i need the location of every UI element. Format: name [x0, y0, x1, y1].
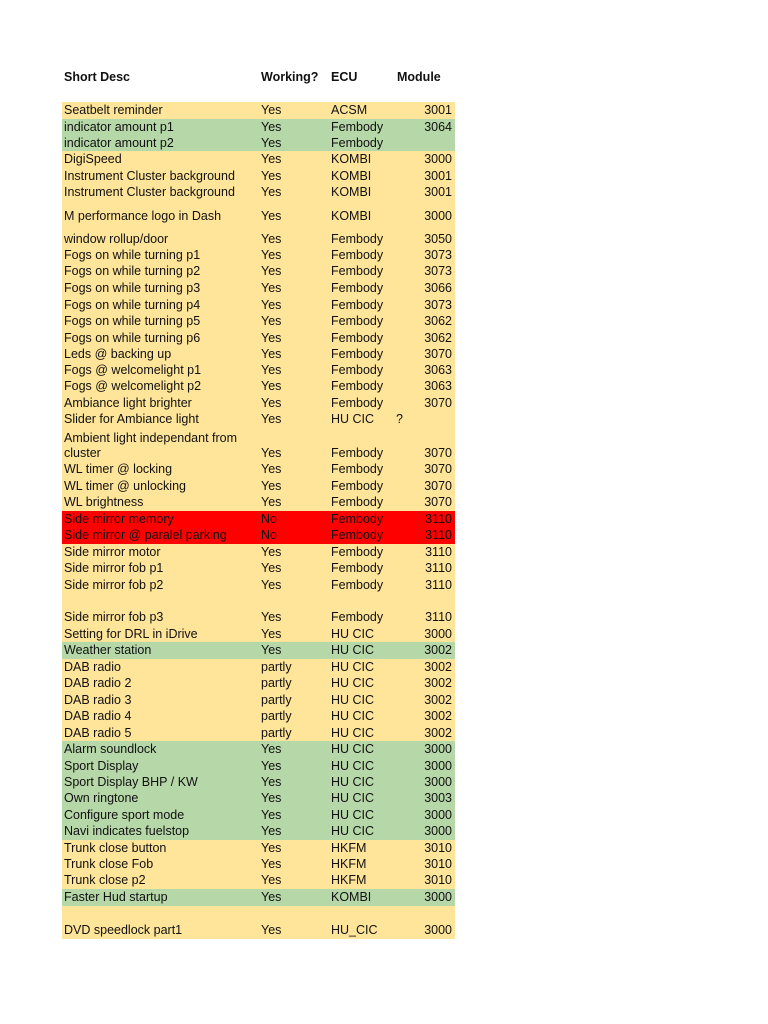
cell-short-desc: DAB radio 3	[64, 693, 132, 707]
cell-module: 3010	[424, 857, 452, 871]
cell-module: 3002	[424, 676, 452, 690]
table-row	[62, 741, 455, 758]
table-row	[62, 692, 455, 708]
cell-ecu: Fembody	[331, 545, 384, 559]
cell-working: Yes	[261, 742, 282, 756]
cell-ecu: Fembody	[331, 446, 384, 460]
cell-module: 3070	[424, 495, 452, 509]
cell-working: Yes	[261, 479, 282, 493]
cell-short-desc: Fogs on while turning p6	[64, 331, 201, 345]
cell-module: 3110	[425, 578, 452, 592]
cell-module: 3010	[424, 873, 452, 887]
cell-working: No	[261, 528, 277, 542]
cell-short-desc: Side mirror fob p1	[64, 561, 164, 575]
cell-working: partly	[261, 660, 292, 674]
cell-working: Yes	[261, 264, 282, 278]
table-row	[62, 807, 455, 823]
cell-ecu: HU CIC	[331, 791, 375, 805]
table-row	[62, 823, 455, 840]
cell-short-desc: Instrument Cluster background	[64, 185, 235, 199]
cell-working: Yes	[261, 412, 282, 426]
cell-module: 3110	[425, 561, 452, 575]
cell-working: Yes	[261, 775, 282, 789]
cell-ecu: Fembody	[331, 363, 384, 377]
cell-ecu: HU CIC	[331, 709, 375, 723]
cell-ecu: Fembody	[331, 462, 384, 476]
cell-module: 3001	[424, 103, 452, 117]
cell-ecu: Fembody	[331, 264, 384, 278]
cell-ecu: Fembody	[331, 561, 384, 575]
cell-ecu: Fembody	[331, 347, 384, 361]
table-row	[62, 280, 455, 297]
table-row	[62, 461, 455, 478]
table-row	[62, 544, 455, 560]
cell-ecu: Fembody	[331, 495, 384, 509]
cell-module: 3002	[424, 709, 452, 723]
cell-short-desc: WL brightness	[64, 495, 144, 509]
cell-ecu: HKFM	[331, 873, 367, 887]
cell-ecu: Fembody	[331, 379, 384, 393]
cell-short-desc: Side mirror memory	[64, 512, 174, 526]
cell-working: Yes	[261, 841, 282, 855]
table-row	[62, 135, 455, 151]
cell-working: Yes	[261, 610, 282, 624]
table-row	[62, 774, 455, 790]
table-row	[62, 609, 455, 626]
cell-working: Yes	[261, 808, 282, 822]
cell-working: Yes	[261, 561, 282, 575]
cell-short-desc: Fogs on while turning p1	[64, 248, 201, 262]
cell-working: Yes	[261, 347, 282, 361]
cell-module: 3000	[424, 890, 452, 904]
cell-ecu: HU CIC	[331, 643, 375, 657]
cell-ecu: HU CIC	[331, 808, 375, 822]
table-row	[62, 906, 455, 922]
cell-ecu: HU CIC	[331, 742, 375, 756]
cell-ecu: HU CIC	[331, 759, 375, 773]
cell-working: Yes	[261, 331, 282, 345]
table-row	[62, 872, 455, 889]
cell-module: 3000	[424, 627, 452, 641]
table-row	[62, 922, 455, 939]
cell-working: Yes	[261, 379, 282, 393]
cell-ecu: Fembody	[331, 512, 384, 526]
cell-short-desc: Fogs @ welcomelight p2	[64, 379, 202, 393]
cell-working: Yes	[261, 824, 282, 838]
cell-short-desc: DAB radio 4	[64, 709, 132, 723]
cell-short-desc: Fogs on while turning p3	[64, 281, 201, 295]
cell-module: 3010	[424, 841, 452, 855]
table-row	[62, 675, 455, 692]
header-working: Working?	[261, 70, 319, 84]
cell-module: 3000	[424, 775, 452, 789]
cell-working: partly	[261, 726, 292, 740]
table-row	[62, 429, 455, 445]
cell-working: partly	[261, 709, 292, 723]
table-row	[62, 247, 455, 263]
cell-ecu: Fembody	[331, 331, 384, 345]
table-row	[62, 840, 455, 856]
cell-short-desc: Sport Display	[64, 759, 139, 773]
cell-module: 3003	[424, 791, 452, 805]
cell-short-desc: Fogs on while turning p2	[64, 264, 201, 278]
cell-short-desc: Fogs @ welcomelight p1	[64, 363, 202, 377]
cell-short-desc: Fogs on while turning p5	[64, 314, 201, 328]
cell-ecu: HKFM	[331, 841, 367, 855]
cell-module: 3064	[424, 120, 452, 134]
cell-working: Yes	[261, 857, 282, 871]
cell-short-desc: WL timer @ locking	[64, 462, 173, 476]
cell-working: Yes	[261, 120, 282, 134]
cell-working: Yes	[261, 185, 282, 199]
table-row	[62, 626, 455, 642]
cell-ecu: Fembody	[331, 232, 384, 246]
cell-working: Yes	[261, 314, 282, 328]
cell-working: Yes	[261, 923, 282, 937]
cell-ecu: HU CIC	[331, 726, 375, 740]
cell-module: 3070	[424, 347, 452, 361]
cell-short-desc: DigiSpeed	[64, 152, 122, 166]
cell-short-desc: Navi indicates fuelstop	[64, 824, 190, 838]
table-row	[62, 119, 455, 135]
cell-ecu: HU CIC	[331, 660, 375, 674]
cell-ecu: Fembody	[331, 248, 384, 262]
table-row	[62, 168, 455, 184]
table-row	[62, 889, 455, 906]
cell-module: 3002	[424, 726, 452, 740]
cell-ecu: KOMBI	[331, 152, 372, 166]
cell-short-desc: Instrument Cluster background	[64, 169, 235, 183]
cell-ecu: KOMBI	[331, 169, 372, 183]
cell-ecu: HU CIC	[331, 627, 375, 641]
cell-short-desc: Trunk close Fob	[64, 857, 154, 871]
cell-working: Yes	[261, 396, 282, 410]
table-row	[62, 790, 455, 807]
table-row	[62, 725, 455, 741]
cell-module: 3002	[424, 693, 452, 707]
cell-short-desc: Ambiance light brighter	[64, 396, 192, 410]
table-row	[62, 151, 455, 168]
cell-module: 3002	[424, 643, 452, 657]
header-module: Module	[397, 70, 441, 84]
table-row	[62, 411, 455, 429]
cell-working: Yes	[261, 103, 282, 117]
cell-short-desc: Seatbelt reminder	[64, 103, 163, 117]
cell-ecu: KOMBI	[331, 890, 372, 904]
cell-short-desc: Sport Display BHP / KW	[64, 775, 198, 789]
cell-short-desc: indicator amount p2	[64, 136, 174, 150]
cell-working: Yes	[261, 791, 282, 805]
table-row	[62, 478, 455, 494]
cell-short-desc: Weather station	[64, 643, 152, 657]
cell-ecu: HU CIC	[331, 412, 375, 426]
cell-short-desc: DAB radio 5	[64, 726, 132, 740]
cell-ecu: HU CIC	[331, 775, 375, 789]
cell-ecu: Fembody	[331, 136, 384, 150]
cell-module: 3063	[424, 363, 452, 377]
cell-working: Yes	[261, 890, 282, 904]
cell-working: Yes	[261, 643, 282, 657]
cell-ecu: Fembody	[331, 578, 384, 592]
table-row	[62, 560, 455, 577]
cell-ecu: Fembody	[331, 314, 384, 328]
cell-ecu: HU CIC	[331, 824, 375, 838]
table-row	[62, 208, 455, 231]
cell-short-desc: Ambient light independant from	[64, 431, 238, 445]
cell-ecu: Fembody	[331, 528, 384, 542]
cell-module: 3000	[424, 742, 452, 756]
table-row	[62, 642, 455, 659]
cell-short-desc: Side mirror fob p3	[64, 610, 164, 624]
cell-ecu: ACSM	[331, 103, 368, 117]
cell-working: Yes	[261, 169, 282, 183]
cell-module: 3000	[424, 923, 452, 937]
table-row	[62, 708, 455, 725]
table-row	[62, 511, 455, 527]
cell-short-desc: Fogs on while turning p4	[64, 298, 201, 312]
cell-module: 3062	[424, 331, 452, 345]
cell-short-desc: Side mirror fob p2	[64, 578, 164, 592]
cell-module: 3073	[424, 248, 452, 262]
cell-module: 3063	[424, 379, 452, 393]
cell-working: Yes	[261, 627, 282, 641]
cell-short-desc: DAB radio	[64, 660, 121, 674]
cell-module: 3110	[425, 610, 452, 624]
cell-module: 3000	[424, 808, 452, 822]
cell-working: Yes	[261, 363, 282, 377]
cell-short-desc: Configure sport mode	[64, 808, 185, 822]
cell-working: Yes	[261, 545, 282, 559]
cell-short-desc: window rollup/door	[64, 232, 169, 246]
cell-short-desc: WL timer @ unlocking	[64, 479, 186, 493]
table-row	[62, 297, 455, 313]
header-short-desc: Short Desc	[64, 70, 130, 84]
cell-short-desc: DVD speedlock part1	[64, 923, 183, 937]
cell-working: Yes	[261, 873, 282, 887]
cell-short-desc: Side mirror motor	[64, 545, 161, 559]
cell-module: 3001	[424, 185, 452, 199]
table-row	[62, 527, 455, 544]
table-row	[62, 346, 455, 362]
cell-module: 3000	[424, 824, 452, 838]
cell-module: 3001	[424, 169, 452, 183]
cell-working: Yes	[261, 152, 282, 166]
cell-working: Yes	[261, 759, 282, 773]
cell-working: Yes	[261, 281, 282, 295]
cell-module: 3000	[424, 152, 452, 166]
cell-working: partly	[261, 693, 292, 707]
table-row	[62, 494, 455, 511]
cell-ecu: Fembody	[331, 610, 384, 624]
table-row	[62, 362, 455, 378]
cell-module: 3073	[424, 264, 452, 278]
cell-ecu: Fembody	[331, 298, 384, 312]
cell-ecu: HU_CIC	[331, 923, 378, 937]
cell-working: partly	[261, 676, 292, 690]
cell-ecu: KOMBI	[331, 209, 372, 223]
cell-working: Yes	[261, 578, 282, 592]
table-row	[62, 313, 455, 330]
cell-short-desc: Side mirror @ paralel parking	[64, 528, 227, 542]
cell-working: Yes	[261, 248, 282, 262]
cell-working: Yes	[261, 136, 282, 150]
cell-extra: ?	[396, 412, 403, 426]
cell-ecu: Fembody	[331, 120, 384, 134]
table-row	[62, 758, 455, 774]
cell-short-desc: indicator amount p1	[64, 120, 174, 134]
cell-short-desc: Own ringtone	[64, 791, 139, 805]
cell-ecu: Fembody	[331, 396, 384, 410]
cell-ecu: HKFM	[331, 857, 367, 871]
cell-working: No	[261, 512, 277, 526]
cell-ecu: Fembody	[331, 281, 384, 295]
cell-short-desc: Trunk close button	[64, 841, 167, 855]
cell-module: 3066	[424, 281, 452, 295]
cell-working: Yes	[261, 232, 282, 246]
cell-module: 3062	[424, 314, 452, 328]
cell-short-desc: Setting for DRL in iDrive	[64, 627, 198, 641]
cell-working: Yes	[261, 462, 282, 476]
cell-short-desc: Slider for Ambiance light	[64, 412, 199, 426]
cell-module: 3110	[425, 545, 452, 559]
cell-module: 3110	[425, 512, 452, 526]
cell-short-desc: Leds @ backing up	[64, 347, 172, 361]
table-row	[62, 330, 455, 346]
cell-module: 3050	[424, 232, 452, 246]
cell-module: 3000	[424, 209, 452, 223]
cell-short-desc: Trunk close p2	[64, 873, 146, 887]
cell-working: Yes	[261, 209, 282, 223]
cell-working: Yes	[261, 495, 282, 509]
table-row	[62, 395, 455, 411]
cell-ecu: HU CIC	[331, 676, 375, 690]
cell-module: 3070	[424, 446, 452, 460]
cell-short-desc: Alarm soundlock	[64, 742, 157, 756]
cell-ecu: KOMBI	[331, 185, 372, 199]
table-row	[62, 263, 455, 280]
table-row	[62, 378, 455, 395]
header-ecu: ECU	[331, 70, 358, 84]
cell-module: 3110	[425, 528, 452, 542]
table-row	[62, 445, 455, 461]
cell-short-desc: M performance logo in Dash	[64, 209, 222, 223]
cell-short-desc: Faster Hud startup	[64, 890, 168, 904]
table-row	[62, 856, 455, 872]
cell-ecu: HU CIC	[331, 693, 375, 707]
cell-module: 3000	[424, 759, 452, 773]
table-row	[62, 577, 455, 593]
table-row	[62, 231, 455, 247]
cell-module: 3070	[424, 479, 452, 493]
cell-working: Yes	[261, 298, 282, 312]
cell-module: 3070	[424, 396, 452, 410]
cell-short-desc: DAB radio 2	[64, 676, 132, 690]
table-row	[62, 659, 455, 675]
cell-short-desc: cluster	[64, 446, 101, 460]
table-row	[62, 593, 455, 609]
table-row	[62, 184, 455, 208]
cell-module: 3002	[424, 660, 452, 674]
table-row	[62, 102, 455, 119]
cell-module: 3070	[424, 462, 452, 476]
cell-ecu: Fembody	[331, 479, 384, 493]
cell-working: Yes	[261, 446, 282, 460]
cell-module: 3073	[424, 298, 452, 312]
